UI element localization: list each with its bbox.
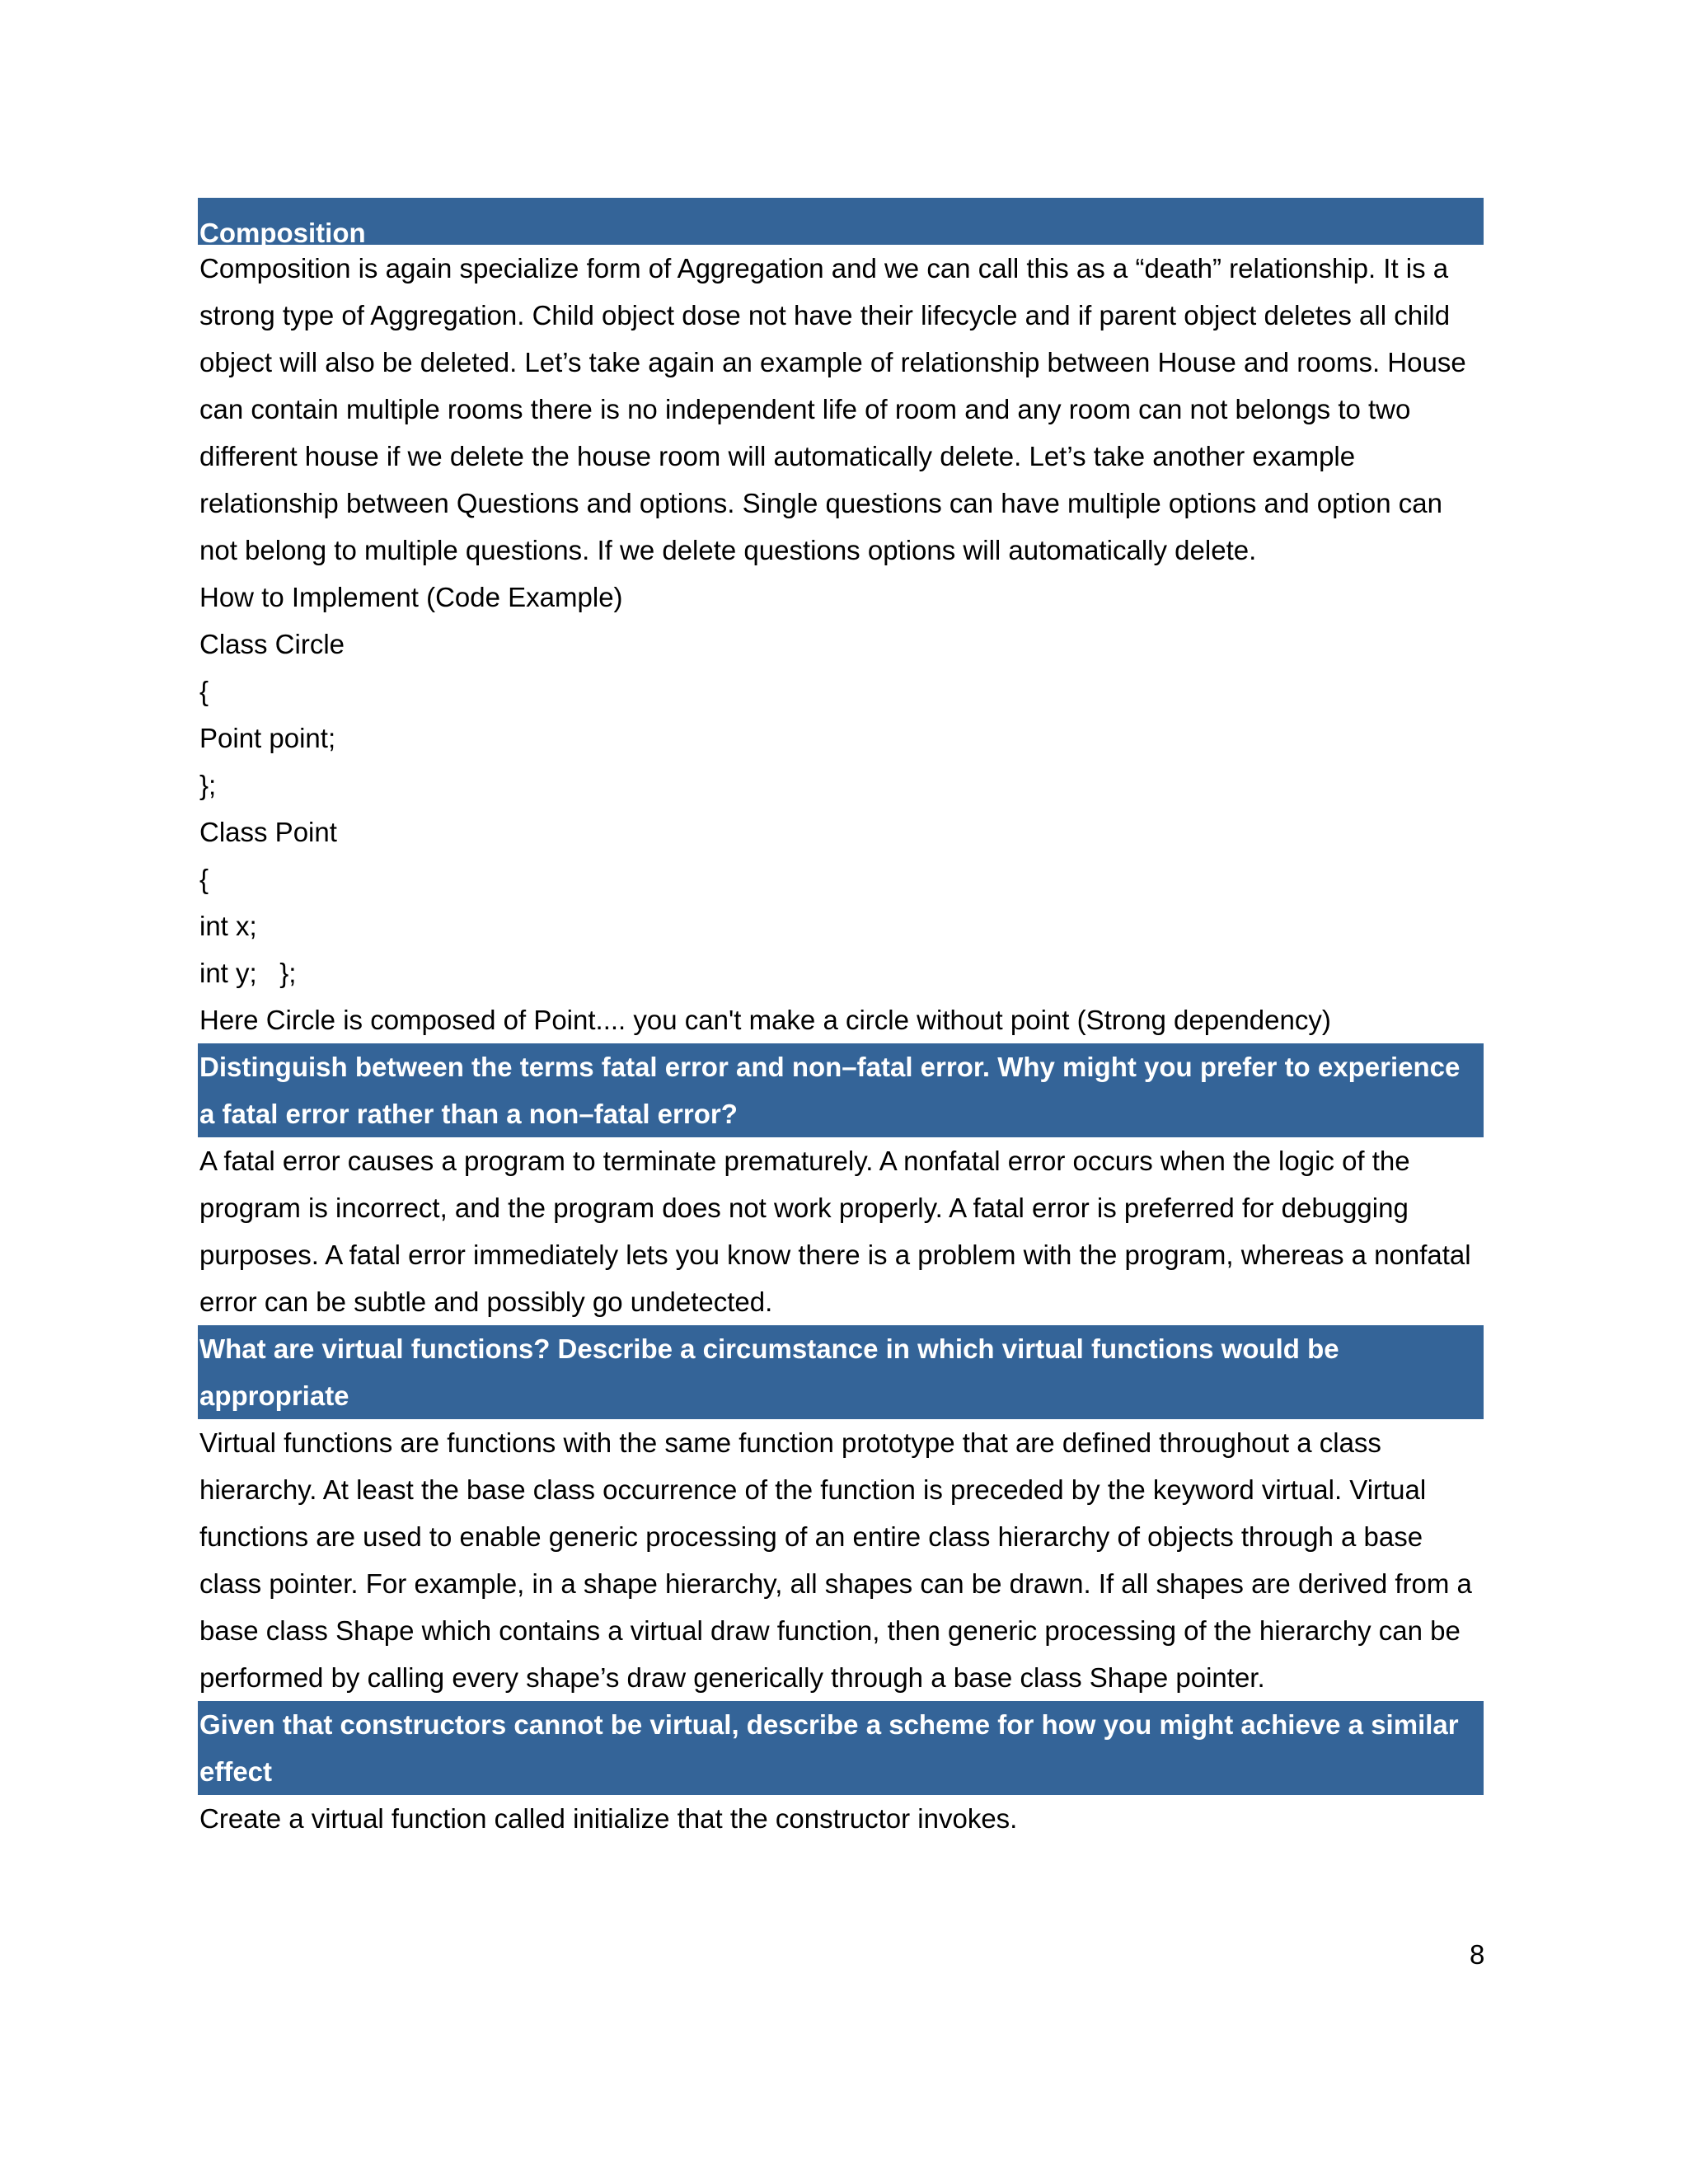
section-heading-fatal-error: Distinguish between the terms fatal error and non–fatal error. Why might you prefer to experience a fatal error rather than a non–fatal error? xyxy=(198,1043,1484,1137)
section-heading-constructors: Given that constructors cannot be virtual, describe a scheme for how you might achieve a similar effect xyxy=(198,1701,1484,1795)
code-line: int x; xyxy=(199,911,257,941)
code-line: How to Implement (Code Example) xyxy=(199,582,623,612)
code-line: }; xyxy=(199,770,217,800)
code-line: { xyxy=(199,864,209,894)
paragraph-composition: Composition is again specialize form of Aggregation and we can call this as a “death” relationship. It is a strong type of Aggregation. Child object dose not have their lifecycle and if parent object deletes all child object will also be deleted. Let’s take again an example of relationship between House and rooms. House can contain multiple rooms there is no independent life of room and any room can not belongs to two different house if we delete the house room will automatically delete. Let’s take another example relationship between Questions and options. Single questions can have multiple options and option can not belong to multiple questions. If we delete questions options will automatically delete. xyxy=(199,253,1466,565)
heading-text: Composition xyxy=(199,218,366,248)
section-heading-composition xyxy=(198,198,1484,248)
paragraph-constructors: Create a virtual function called initialize that the constructor invokes. xyxy=(199,1803,1018,1834)
paragraph-virtual-functions: Virtual functions are functions with the same function prototype that are defined throughout a class hierarchy. At least the base class occurrence of the function is preceded by the keyword virtual. Virtual functions are used to enable generic processing of an entire class hierarchy of objects through a base class pointer. For example, in a shape hierarchy, all shapes can be drawn. If all shapes are derived from a base class Shape which contains a virtual draw function, then generic processing of the hierarchy can be performed by calling every shape’s draw generically through a base class Shape pointer. xyxy=(199,1427,1472,1693)
paragraph-fatal-error: A fatal error causes a program to terminate prematurely. A nonfatal error occurs when the logic of the program is incorrect, and the program does not work properly. A fatal error is preferred for debugging purposes. A fatal error immediately lets you know there is a problem with the program, whereas a nonfatal error can be subtle and possibly go undetected. xyxy=(199,1146,1471,1317)
section-heading-virtual-functions: What are virtual functions? Describe a circumstance in which virtual functions would be appropriate xyxy=(198,1325,1484,1419)
code-line: Class Point xyxy=(199,817,337,847)
code-line: Here Circle is composed of Point.... you can't make a circle without point (Strong dependency) xyxy=(199,1005,1331,1035)
code-line: Point point; xyxy=(199,723,336,753)
code-line: Class Circle xyxy=(199,629,345,659)
document-page xyxy=(198,198,1484,1842)
code-line: int y; }; xyxy=(199,958,297,988)
code-line: { xyxy=(199,676,209,706)
page-number: 8 xyxy=(1470,1939,1485,1970)
